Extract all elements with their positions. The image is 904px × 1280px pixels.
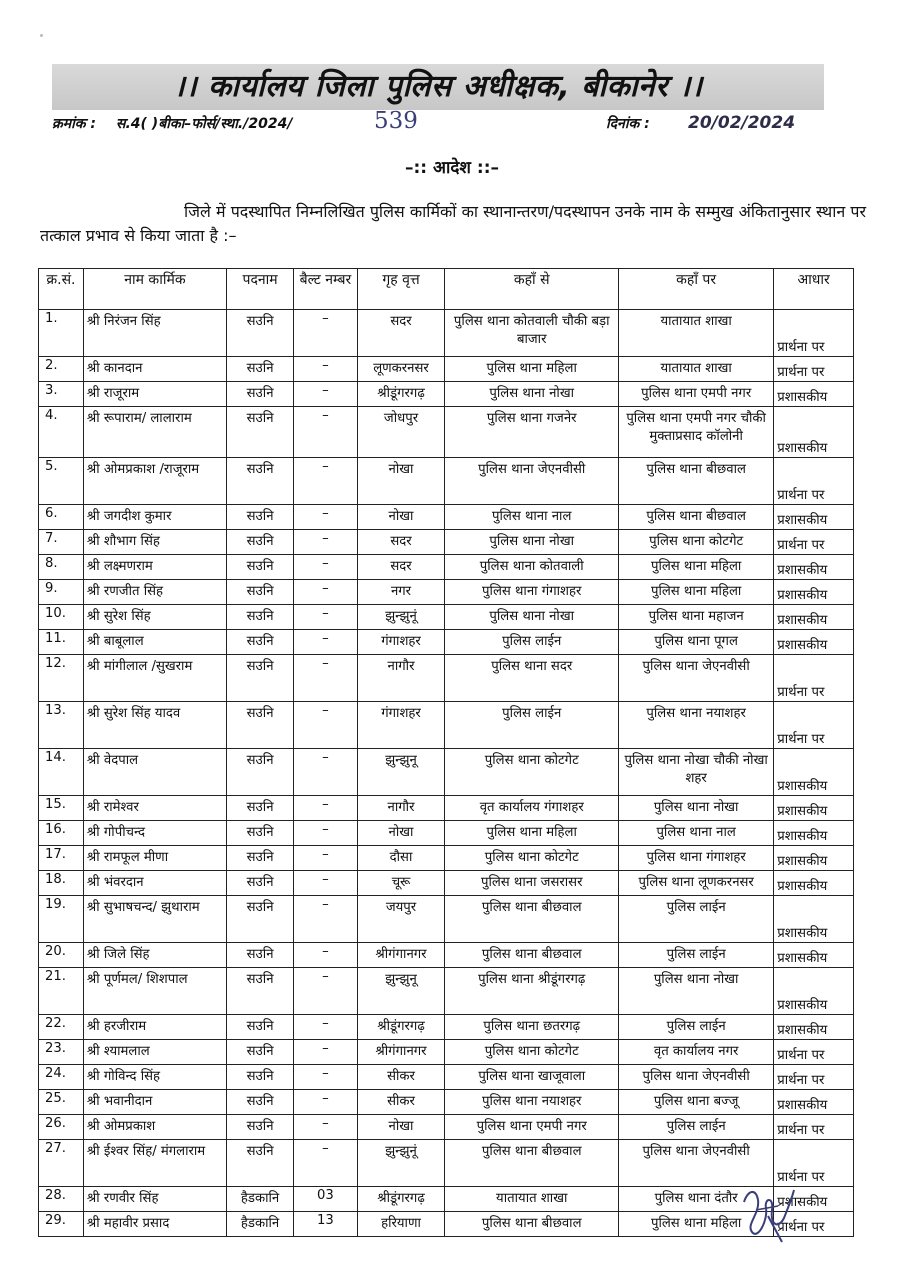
table-row (39, 968, 854, 1015)
cell-basis: प्रार्थना पर (774, 530, 854, 555)
cell-basis: प्रार्थना पर (774, 702, 854, 749)
cell-no: 27. (39, 1140, 84, 1187)
cell-from: पुलिस लाईन (445, 630, 619, 655)
cell-basis: प्रशासकीय (774, 555, 854, 580)
cell-basis: प्रशासकीय (774, 630, 854, 655)
cell-basis: प्रार्थना पर (774, 1040, 854, 1065)
cell-rank: सउनि (226, 1015, 293, 1040)
cell-from: पुलिस थाना बीछवाल (445, 1140, 619, 1187)
cell-name: श्री श्यामलाल (83, 1040, 226, 1065)
cell-name: श्री रूपाराम/ लालाराम (83, 407, 226, 458)
col-header-basis: आधार (774, 269, 854, 310)
cell-to: पुलिस थाना कोटगेट (619, 530, 774, 555)
cell-rank: सउनि (226, 1090, 293, 1115)
col-header-to: कहाँ पर (619, 269, 774, 310)
cell-from: पुलिस थाना बीछवाल (445, 896, 619, 943)
cell-basis: प्रशासकीय (774, 1090, 854, 1115)
intro-paragraph: जिले में पदस्थापित निम्नलिखित पुलिस कार्मिकों का स्थानान्तरण/पदस्थापन उनके नाम के सम्मुख अंकितानुसार स्थान पर तत्काल प्रभाव से किया जाता है :– (40, 202, 866, 245)
col-header-belt: बैल्ट नम्बर (294, 269, 357, 310)
cell-home: नोखा (357, 821, 445, 846)
reference-row (52, 108, 832, 138)
cell-belt: – (294, 1040, 357, 1065)
cell-basis: प्रार्थना पर (774, 1140, 854, 1187)
cell-to: पुलिस थाना महिला (619, 1212, 774, 1237)
cell-rank: सउनि (226, 605, 293, 630)
cell-name: श्री बाबूलाल (83, 630, 226, 655)
cell-rank: सउनि (226, 382, 293, 407)
cell-home: लूणकरनसर (357, 357, 445, 382)
cell-to: पुलिस थाना जेएनवीसी (619, 1065, 774, 1090)
table-row (39, 796, 854, 821)
cell-from: पुलिस थाना कोतवाली (445, 555, 619, 580)
cell-to: पुलिस थाना नोखा (619, 968, 774, 1015)
cell-no: 7. (39, 530, 84, 555)
cell-name: श्री कानदान (83, 357, 226, 382)
cell-to: पुलिस थाना पूगल (619, 630, 774, 655)
cell-name: श्री महावीर प्रसाद (83, 1212, 226, 1237)
cell-no: 5. (39, 458, 84, 505)
cell-rank: सउनि (226, 968, 293, 1015)
cell-name: श्री सुरेश सिंह (83, 605, 226, 630)
cell-from: पुलिस थाना नोखा (445, 530, 619, 555)
cell-to: पुलिस थाना महाजन (619, 605, 774, 630)
cell-belt: – (294, 382, 357, 407)
cell-rank: सउनि (226, 655, 293, 702)
cell-basis: प्रशासकीय (774, 871, 854, 896)
table-row (39, 357, 854, 382)
cell-from: पुलिस थाना एमपी नगर (445, 1115, 619, 1140)
cell-no: 26. (39, 1115, 84, 1140)
cell-home: सीकर (357, 1065, 445, 1090)
cell-basis: प्रशासकीय (774, 796, 854, 821)
cell-to: यातायात शाखा (619, 357, 774, 382)
cell-from: पुलिस थाना बीछवाल (445, 943, 619, 968)
cell-rank: सउनि (226, 1040, 293, 1065)
cell-to: पुलिस थाना लूणकरनसर (619, 871, 774, 896)
cell-no: 29. (39, 1212, 84, 1237)
cell-from: यातायात शाखा (445, 1187, 619, 1212)
col-header-serial: क्र.सं. (39, 269, 84, 310)
cell-basis: प्रशासकीय (774, 505, 854, 530)
cell-no: 21. (39, 968, 84, 1015)
cell-name: श्री सुभाषचन्द/ झुथाराम (83, 896, 226, 943)
cell-from: पुलिस थाना महिला (445, 357, 619, 382)
cell-no: 23. (39, 1040, 84, 1065)
cell-belt: 13 (294, 1212, 357, 1237)
cell-no: 14. (39, 749, 84, 796)
cell-basis: प्रार्थना पर (774, 357, 854, 382)
cell-home: श्रीडूंगरगढ़ (357, 1015, 445, 1040)
table-row (39, 1140, 854, 1187)
cell-home: श्रीगंगानगर (357, 1040, 445, 1065)
cell-belt: – (294, 407, 357, 458)
table-row (39, 846, 854, 871)
ref-number: 539 (374, 108, 418, 134)
cell-belt: – (294, 1115, 357, 1140)
cell-home: नागौर (357, 655, 445, 702)
cell-to: पुलिस थाना महिला (619, 555, 774, 580)
cell-to: पुलिस थाना नयाशहर (619, 702, 774, 749)
cell-rank: सउनि (226, 505, 293, 530)
cell-basis: प्रशासकीय (774, 968, 854, 1015)
table-row (39, 458, 854, 505)
cell-name: श्री रणजीत सिंह (83, 580, 226, 605)
cell-home: नगर (357, 580, 445, 605)
col-header-name: नाम कार्मिक (83, 269, 226, 310)
cell-rank: सउनि (226, 871, 293, 896)
cell-rank: सउनि (226, 1065, 293, 1090)
cell-basis: प्रशासकीय (774, 382, 854, 407)
cell-from: पुलिस थाना महिला (445, 821, 619, 846)
cell-no: 28. (39, 1187, 84, 1212)
cell-from: पुलिस थाना गंगाशहर (445, 580, 619, 605)
table-row (39, 505, 854, 530)
cell-rank: सउनि (226, 530, 293, 555)
office-title: ।। कार्यालय जिला पुलिस अधीक्षक, बीकानेर ।। (173, 69, 703, 104)
cell-home: सीकर (357, 1090, 445, 1115)
cell-home: झुन्झुनू (357, 968, 445, 1015)
cell-belt: – (294, 702, 357, 749)
cell-home: सदर (357, 310, 445, 357)
cell-basis: प्रशासकीय (774, 846, 854, 871)
cell-to: पुलिस थाना जेएनवीसी (619, 1140, 774, 1187)
cell-name: श्री लक्ष्मणराम (83, 555, 226, 580)
cell-belt: – (294, 821, 357, 846)
cell-home: झुन्झुनू (357, 749, 445, 796)
cell-to: पुलिस थाना गंगाशहर (619, 846, 774, 871)
cell-belt: – (294, 630, 357, 655)
cell-no: 11. (39, 630, 84, 655)
cell-belt: – (294, 605, 357, 630)
cell-rank: हैडकानि (226, 1187, 293, 1212)
cell-rank: सउनि (226, 580, 293, 605)
cell-basis: प्रशासकीय (774, 1187, 854, 1212)
cell-name: श्री राजूराम (83, 382, 226, 407)
cell-home: नागौर (357, 796, 445, 821)
cell-rank: सउनि (226, 630, 293, 655)
cell-to: पुलिस थाना दंतौर (619, 1187, 774, 1212)
cell-belt: – (294, 796, 357, 821)
cell-to: पुलिस थाना नाल (619, 821, 774, 846)
cell-to: पुलिस थाना एमपी नगर चौकी मुक्ताप्रसाद कॉलोनी (619, 407, 774, 458)
table-row (39, 382, 854, 407)
cell-no: 20. (39, 943, 84, 968)
cell-home: सदर (357, 555, 445, 580)
table-row (39, 630, 854, 655)
cell-name: श्री हरजीराम (83, 1015, 226, 1040)
col-header-from: कहाँ से (445, 269, 619, 310)
cell-home: नोखा (357, 1115, 445, 1140)
table-row (39, 555, 854, 580)
scan-speck (40, 34, 43, 37)
cell-to: पुलिस थाना बीछवाल (619, 458, 774, 505)
cell-rank: सउनि (226, 702, 293, 749)
cell-name: श्री शौभाग सिंह (83, 530, 226, 555)
table-row (39, 749, 854, 796)
cell-name: श्री ईश्वर सिंह/ मंगलाराम (83, 1140, 226, 1187)
table-row (39, 1040, 854, 1065)
cell-from: वृत कार्यालय गंगाशहर (445, 796, 619, 821)
table-row (39, 1212, 854, 1237)
cell-rank: सउनि (226, 407, 293, 458)
cell-from: पुलिस थाना गजनेर (445, 407, 619, 458)
cell-belt: – (294, 530, 357, 555)
cell-basis: प्रार्थना पर (774, 1212, 854, 1237)
cell-rank: सउनि (226, 1115, 293, 1140)
cell-rank: सउनि (226, 749, 293, 796)
cell-to: पुलिस थाना एमपी नगर (619, 382, 774, 407)
table-header-row (39, 269, 854, 310)
cell-rank: सउनि (226, 943, 293, 968)
cell-from: पुलिस थाना नयाशहर (445, 1090, 619, 1115)
cell-basis: प्रशासकीय (774, 749, 854, 796)
cell-name: श्री मांगीलाल /सुखराम (83, 655, 226, 702)
cell-no: 13. (39, 702, 84, 749)
table-row (39, 1090, 854, 1115)
cell-to: पुलिस लाईन (619, 1115, 774, 1140)
table-row (39, 1115, 854, 1140)
cell-rank: सउनि (226, 846, 293, 871)
cell-no: 19. (39, 896, 84, 943)
cell-belt: – (294, 968, 357, 1015)
table-row (39, 605, 854, 630)
date-label: दिनांक : (606, 116, 650, 132)
cell-from: पुलिस थाना खाजूवाला (445, 1065, 619, 1090)
cell-to: पुलिस थाना नोखा चौकी नोखा शहर (619, 749, 774, 796)
cell-basis: प्रशासकीय (774, 407, 854, 458)
cell-name: श्री ओमप्रकाश (83, 1115, 226, 1140)
table-row (39, 943, 854, 968)
table-row (39, 310, 854, 357)
order-heading: –:: आदेश ::– (405, 158, 499, 178)
cell-basis: प्रार्थना पर (774, 1115, 854, 1140)
cell-basis: प्रशासकीय (774, 605, 854, 630)
cell-home: गंगाशहर (357, 702, 445, 749)
cell-rank: सउनि (226, 310, 293, 357)
cell-home: नोखा (357, 458, 445, 505)
cell-belt: – (294, 1065, 357, 1090)
cell-name: श्री जिले सिंह (83, 943, 226, 968)
cell-name: श्री भंवरदान (83, 871, 226, 896)
cell-name: श्री गोपीचन्द (83, 821, 226, 846)
cell-belt: – (294, 310, 357, 357)
cell-to: पुलिस थाना बीछवाल (619, 505, 774, 530)
cell-rank: सउनि (226, 555, 293, 580)
col-header-home: गृह वृत्त (357, 269, 445, 310)
cell-basis: प्रार्थना पर (774, 458, 854, 505)
cell-belt: – (294, 458, 357, 505)
cell-no: 8. (39, 555, 84, 580)
cell-from: पुलिस थाना नोखा (445, 382, 619, 407)
cell-rank: सउनि (226, 896, 293, 943)
cell-no: 1. (39, 310, 84, 357)
cell-to: पुलिस थाना बज्जू (619, 1090, 774, 1115)
cell-name: श्री जगदीश कुमार (83, 505, 226, 530)
cell-belt: – (294, 357, 357, 382)
cell-home: श्रीगंगानगर (357, 943, 445, 968)
cell-basis: प्रार्थना पर (774, 1065, 854, 1090)
cell-name: श्री भवानीदान (83, 1090, 226, 1115)
cell-name: श्री वेदपाल (83, 749, 226, 796)
cell-from: पुलिस थाना जसरासर (445, 871, 619, 896)
cell-rank: सउनि (226, 821, 293, 846)
cell-basis: प्रार्थना पर (774, 310, 854, 357)
cell-no: 18. (39, 871, 84, 896)
cell-to: यातायात शाखा (619, 310, 774, 357)
transfer-table (38, 268, 854, 1237)
cell-from: पुलिस थाना सदर (445, 655, 619, 702)
cell-name: श्री सुरेश सिंह यादव (83, 702, 226, 749)
cell-basis: प्रशासकीय (774, 896, 854, 943)
cell-name: श्री रामेश्वर (83, 796, 226, 821)
cell-belt: – (294, 749, 357, 796)
cell-belt: – (294, 555, 357, 580)
cell-belt: – (294, 505, 357, 530)
cell-from: पुलिस थाना छतरगढ़ (445, 1015, 619, 1040)
cell-rank: सउनि (226, 458, 293, 505)
cell-from: पुलिस थाना कोतवाली चौकी बड़ा बाजार (445, 310, 619, 357)
table-row (39, 821, 854, 846)
cell-no: 15. (39, 796, 84, 821)
cell-belt: – (294, 1090, 357, 1115)
cell-from: पुलिस थाना कोटगेट (445, 846, 619, 871)
cell-no: 24. (39, 1065, 84, 1090)
cell-no: 16. (39, 821, 84, 846)
cell-no: 2. (39, 357, 84, 382)
col-header-rank: पदनाम (226, 269, 293, 310)
cell-home: हरियाणा (357, 1212, 445, 1237)
cell-home: झुन्झुनूं (357, 605, 445, 630)
cell-belt: – (294, 1015, 357, 1040)
cell-home: जयपुर (357, 896, 445, 943)
cell-to: पुलिस लाईन (619, 1015, 774, 1040)
cell-belt: – (294, 871, 357, 896)
table-row (39, 1187, 854, 1212)
cell-no: 4. (39, 407, 84, 458)
cell-home: जोधपुर (357, 407, 445, 458)
cell-name: श्री रामफूल मीणा (83, 846, 226, 871)
cell-home: झुन्झुनूं (357, 1140, 445, 1187)
cell-name: श्री गोविन्द सिंह (83, 1065, 226, 1090)
cell-from: पुलिस थाना नाल (445, 505, 619, 530)
table-row (39, 896, 854, 943)
cell-from: पुलिस थाना बीछवाल (445, 1212, 619, 1237)
cell-from: पुलिस थाना नोखा (445, 605, 619, 630)
cell-home: गंगाशहर (357, 630, 445, 655)
cell-name: श्री निरंजन सिंह (83, 310, 226, 357)
cell-no: 3. (39, 382, 84, 407)
cell-home: नोखा (357, 505, 445, 530)
cell-home: सदर (357, 530, 445, 555)
table-row (39, 530, 854, 555)
cell-to: पुलिस थाना नोखा (619, 796, 774, 821)
cell-home: श्रीडूंगरगढ़ (357, 382, 445, 407)
cell-no: 9. (39, 580, 84, 605)
cell-basis: प्रशासकीय (774, 580, 854, 605)
cell-to: वृत कार्यालय नगर (619, 1040, 774, 1065)
cell-from: पुलिस थाना कोटगेट (445, 749, 619, 796)
cell-to: पुलिस लाईन (619, 896, 774, 943)
cell-no: 17. (39, 846, 84, 871)
cell-rank: सउनि (226, 796, 293, 821)
cell-from: पुलिस थाना श्रीडूंगरगढ़ (445, 968, 619, 1015)
table-row (39, 1015, 854, 1040)
cell-basis: प्रशासकीय (774, 1015, 854, 1040)
cell-belt: – (294, 655, 357, 702)
table-row (39, 1065, 854, 1090)
cell-belt: – (294, 1140, 357, 1187)
cell-belt: – (294, 580, 357, 605)
cell-home: दौसा (357, 846, 445, 871)
cell-no: 25. (39, 1090, 84, 1115)
ref-label: क्रमांक : (52, 116, 96, 132)
cell-to: पुलिस थाना जेएनवीसी (619, 655, 774, 702)
cell-belt: – (294, 943, 357, 968)
cell-home: श्रीडूंगरगढ़ (357, 1187, 445, 1212)
cell-no: 12. (39, 655, 84, 702)
table-row (39, 702, 854, 749)
cell-from: पुलिस लाईन (445, 702, 619, 749)
signature (738, 1180, 798, 1250)
cell-no: 6. (39, 505, 84, 530)
cell-to: पुलिस थाना महिला (619, 580, 774, 605)
cell-home: चूरू (357, 871, 445, 896)
cell-name: श्री रणवीर सिंह (83, 1187, 226, 1212)
cell-basis: प्रशासकीय (774, 943, 854, 968)
cell-name: श्री पूर्णमल/ शिशपाल (83, 968, 226, 1015)
cell-basis: प्रार्थना पर (774, 655, 854, 702)
cell-basis: प्रशासकीय (774, 821, 854, 846)
cell-belt: – (294, 896, 357, 943)
cell-from: पुलिस थाना कोटगेट (445, 1040, 619, 1065)
cell-no: 22. (39, 1015, 84, 1040)
cell-to: पुलिस लाईन (619, 943, 774, 968)
cell-rank: हैडकानि (226, 1212, 293, 1237)
table-row (39, 655, 854, 702)
cell-rank: सउनि (226, 1140, 293, 1187)
table-row (39, 580, 854, 605)
table-row (39, 871, 854, 896)
table-row (39, 407, 854, 458)
cell-belt: 03 (294, 1187, 357, 1212)
cell-from: पुलिस थाना जेएनवीसी (445, 458, 619, 505)
cell-belt: – (294, 846, 357, 871)
cell-rank: सउनि (226, 357, 293, 382)
ref-text: स.4( )बीका–फोर्स/स्था./2024/ (116, 116, 293, 132)
date-value: 20/02/2024 (688, 113, 796, 133)
table-body (39, 310, 854, 1237)
cell-name: श्री ओमप्रकाश /राजूराम (83, 458, 226, 505)
cell-no: 10. (39, 605, 84, 630)
